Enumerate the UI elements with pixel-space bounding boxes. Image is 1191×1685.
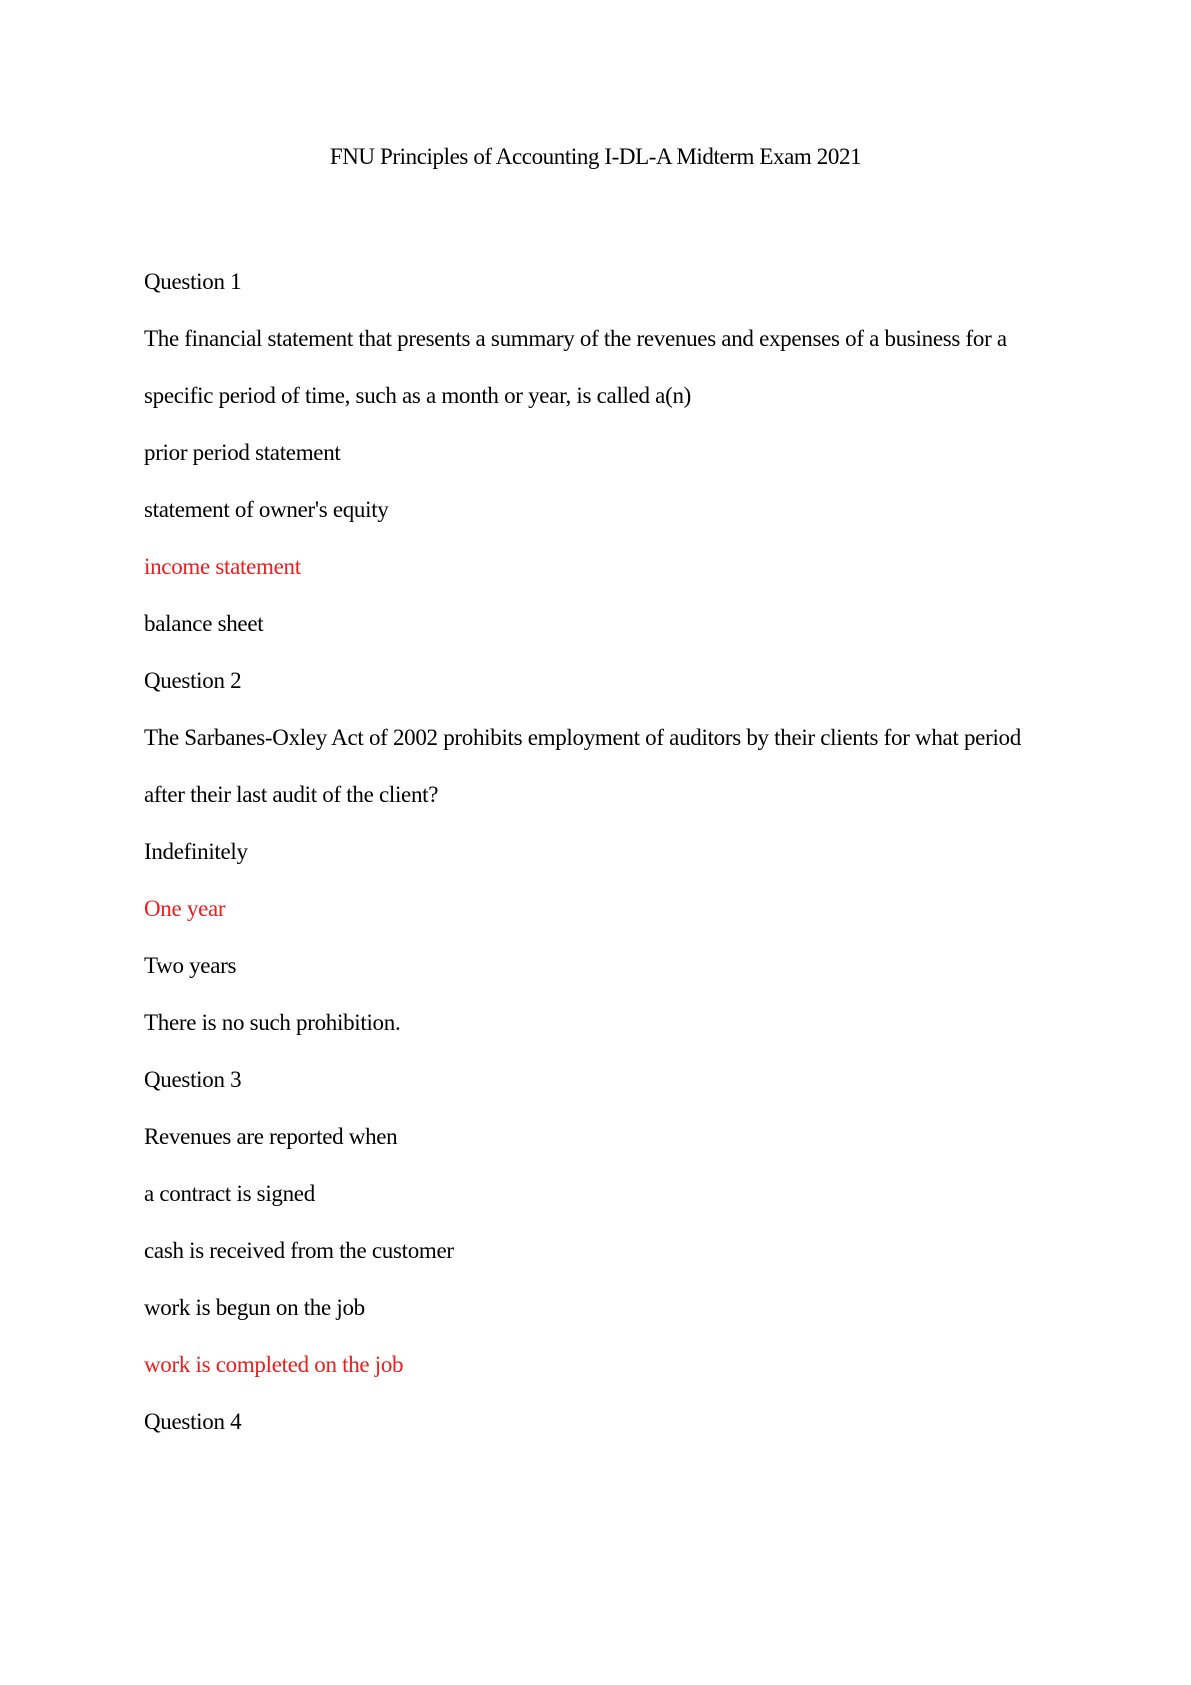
answer-option: balance sheet [144,611,264,636]
answer-option: work is begun on the job [144,1295,365,1320]
answer-option: Indefinitely [144,839,248,864]
correct-answer-option: work is completed on the job [144,1352,404,1377]
answer-option: cash is received from the customer [144,1238,454,1263]
correct-answer-option: One year [144,896,226,921]
question-label: Question 1 [144,269,242,294]
document-title: FNU Principles of Accounting I-DL-A Midterm Exam 2021 [329,144,862,169]
question-label: Question 4 [144,1409,242,1434]
question-prompt-line: Revenues are reported when [144,1124,398,1149]
answer-option: a contract is signed [144,1181,315,1206]
question-label: Question 3 [144,1067,242,1092]
question-label: Question 2 [144,668,242,693]
answer-option: There is no such prohibition. [144,1010,401,1035]
question-prompt-line: The Sarbanes-Oxley Act of 2002 prohibits employment of auditors by their clients for what period [144,725,1021,750]
answer-option: prior period statement [144,440,341,465]
document-body [144,253,1064,1450]
question-prompt-line: specific period of time, such as a month or year, is called a(n) [144,383,692,408]
answer-option: statement of owner's equity [144,497,389,522]
correct-answer-option: income statement [144,554,301,579]
question-prompt-line: after their last audit of the client? [144,782,439,807]
question-prompt-line: The financial statement that presents a summary of the revenues and expenses of a business for a [144,326,1007,351]
answer-option: Two years [144,953,237,978]
